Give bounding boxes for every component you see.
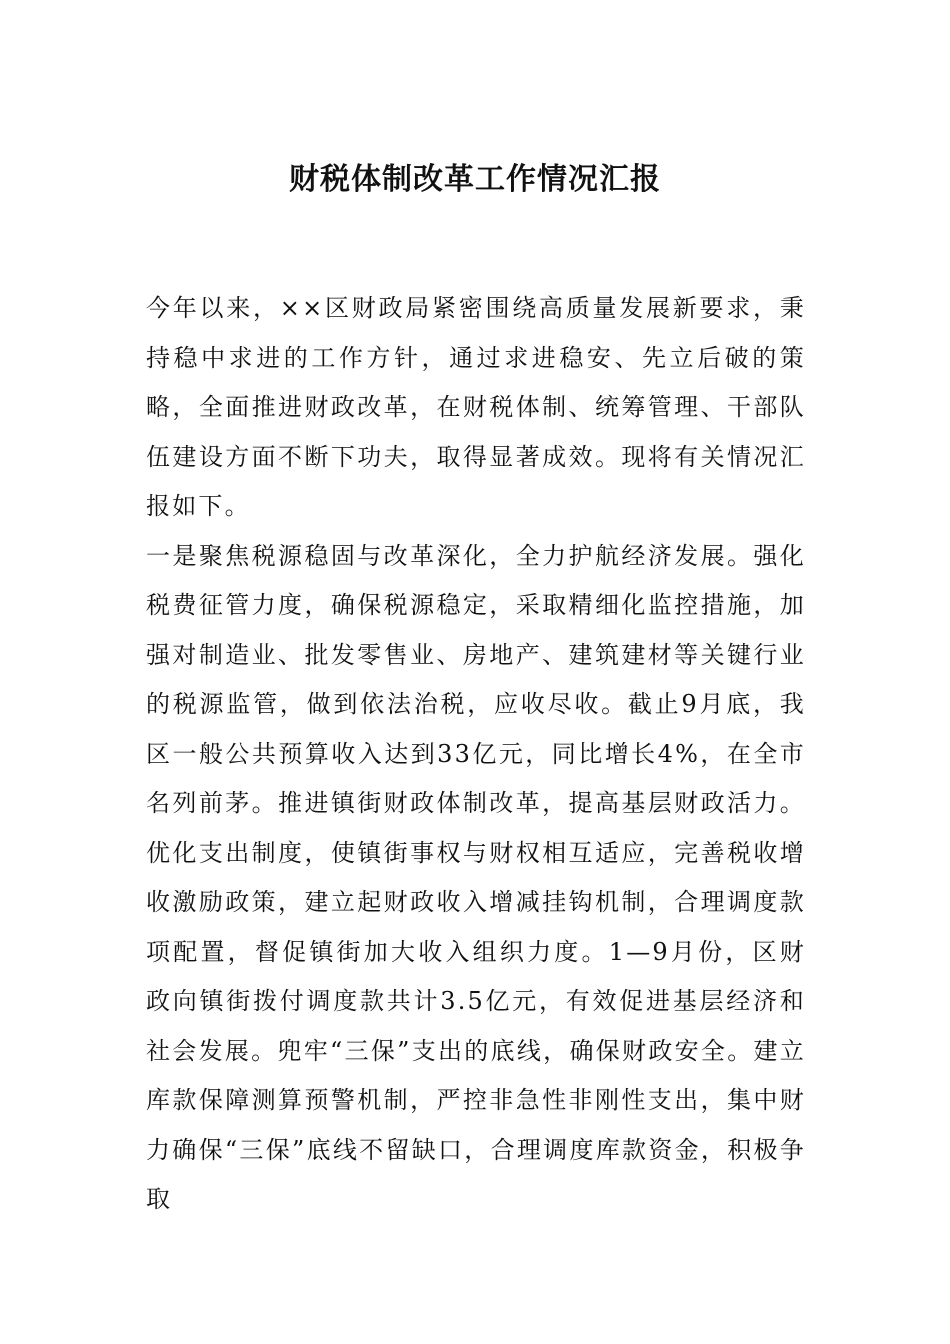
document-body <box>146 284 806 1225</box>
paragraph-intro: 今年以来，××区财政局紧密围绕高质量发展新要求，秉持稳中求进的工作方针，通过求进稳安、先立后破的策略，全面推进财政改革，在财税体制、统筹管理、干部队伍建设方面不断下功夫，取得显著成效。现将有关情况汇报如下。 <box>146 294 806 520</box>
paragraph-section-one: 一是聚焦税源稳固与改革深化，全力护航经济发展。强化税费征管力度，确保税源稳定，采取精细化监控措施，加强对制造业、批发零售业、房地产、建筑建材等关键行业的税源监管，做到依法治税，应收尽收。截止9月底，我区一般公共预算收入达到33亿元，同比增长4%，在全市名列前茅。推进镇街财政体制改革，提高基层财政活力。优化支出制度，使镇街事权与财权相互适应，完善税收增收激励政策，建立起财政收入增减挂钩机制，合理调度款项配置，督促镇街加大收入组织力度。1—9月份，区财政向镇街拨付调度款共计3.5亿元，有效促进基层经济和社会发展。兜牢“三保”支出的底线，确保财政安全。建立库款保障测算预警机制，严控非急性非刚性支出，集中财力确保“三保”底线不留缺口，合理调度库款资金，积极争取 <box>146 541 806 1213</box>
document-title: 财税体制改革工作情况汇报 <box>289 162 661 197</box>
